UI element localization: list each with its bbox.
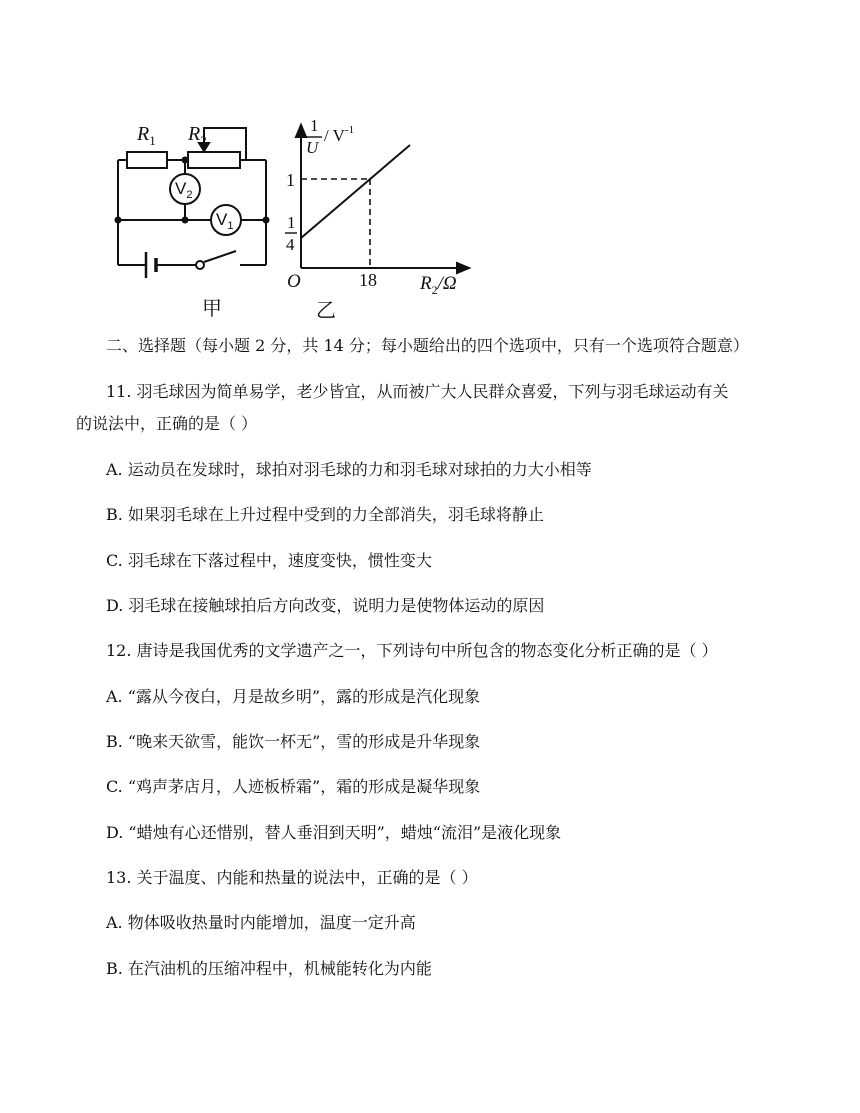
question-stem: 11. 羽毛球因为简单易学，老少皆宜，从而被广大人民群众喜爱，下列与羽毛球运动有关 (106, 382, 729, 401)
resistor-r2 (188, 152, 240, 168)
r1-label: R (137, 123, 150, 145)
option-a: A. “露从今夜白，月是故乡明”，露的形成是汽化现象 (106, 687, 481, 706)
x-axis-subscript: 2 (431, 283, 438, 297)
question-stem: 12. 唐诗是我国优秀的文学遗产之一，下列诗句中所包含的物态变化分析正确的是（ ） (106, 641, 718, 660)
graph (285, 116, 469, 297)
svg-text:R2 (187, 123, 207, 148)
origin-label: O (287, 271, 301, 292)
svg-text:R2/Ω (419, 273, 457, 297)
r2-label: R (188, 123, 201, 145)
x-axis-label: R (420, 273, 432, 294)
y-axis-unit-exponent: -1 (344, 124, 355, 136)
option-a: A. 运动员在发球时，球拍对羽毛球的力和羽毛球对球拍的力大小相等 (106, 460, 592, 479)
resistor-r1 (127, 152, 167, 168)
option-d: D. 羽毛球在接触球拍后方向改变，说明力是使物体运动的原因 (106, 596, 545, 615)
option-c: C. “鸡声茅店月，人迹板桥霜”，霜的形成是凝华现象 (106, 777, 481, 796)
option-d: D. “蜡烛有心还惜别，替人垂泪到天明”，蜡烛“流泪”是液化现象 (106, 823, 562, 842)
y-axis-unit: / V (324, 126, 345, 145)
option-b: B. 在汽油机的压缩冲程中，机械能转化为内能 (106, 959, 432, 978)
svg-text:V2 (175, 179, 192, 201)
y-axis-arrow (296, 125, 306, 137)
x-tick-18: 18 (359, 270, 377, 290)
y-tick-one: 1 (286, 170, 295, 190)
option-a: A. 物体吸收热量时内能增加，温度一定升高 (106, 913, 416, 932)
circuit-diagram (115, 128, 270, 278)
switch-lever (204, 251, 236, 262)
x-axis-arrow (457, 263, 469, 273)
circuit-caption: 甲 (202, 296, 222, 320)
data-line (301, 145, 410, 238)
r2-subscript: 2 (200, 133, 207, 148)
y-tick-quarter-denominator: 4 (286, 235, 295, 254)
option-c: C. 羽毛球在下落过程中，速度变快，惯性变大 (106, 551, 432, 570)
section-heading: 二、选择题（每小题 2 分，共 14 分；每小题给出的四个选项中，只有一个选项符合题意） (106, 336, 749, 355)
switch-pivot (196, 261, 204, 269)
r1-subscript: 1 (149, 133, 156, 148)
figure (0, 0, 860, 330)
graph-caption: 乙 (316, 298, 336, 322)
question-stem-continued: 的说法中，正确的是（ ） (76, 414, 258, 433)
svg-text:V1 (216, 210, 233, 232)
v2-subscript: 2 (186, 189, 193, 201)
option-b: B. 如果羽毛球在上升过程中受到的力全部消失，羽毛球将静止 (106, 505, 544, 524)
v1-label: V (216, 210, 228, 229)
x-axis-unit: /Ω (437, 273, 457, 294)
v1-subscript: 1 (227, 220, 234, 232)
question-stem: 13. 关于温度、内能和热量的说法中，正确的是（ ） (106, 868, 478, 887)
y-axis-label-denominator: U (306, 138, 319, 157)
y-axis-label-numerator: 1 (310, 116, 319, 135)
svg-text:R1 (136, 123, 156, 148)
v2-label: V (175, 179, 187, 198)
option-b: B. “晚来天欲雪，能饮一杯无”，雪的形成是升华现象 (106, 732, 481, 751)
y-tick-quarter-numerator: 1 (287, 213, 296, 232)
svg-text:/ V-1 (324, 124, 354, 145)
